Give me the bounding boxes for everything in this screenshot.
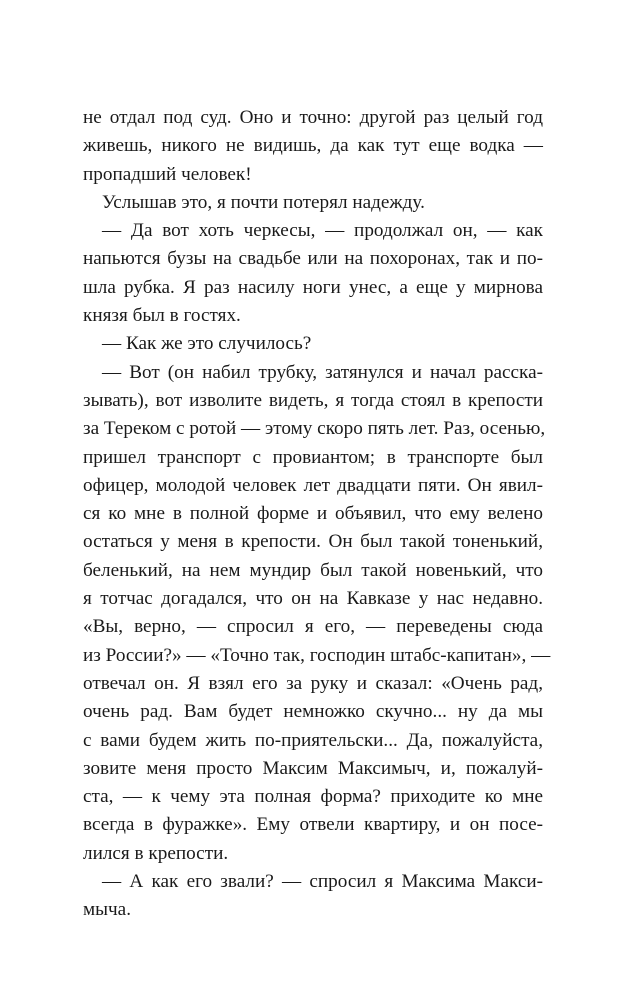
text-line: мыча. xyxy=(83,899,131,921)
text-line: очень рад. Вам будет немножко скучно... ну да мы xyxy=(83,701,543,723)
text-line: — А как его звали? — спросил я Максима Макси- xyxy=(102,871,543,893)
text-line: пришел транспорт с провиантом; в транспорте был xyxy=(83,446,543,468)
text-line: отвечал он. Я взял его за руку и сказал: «Очень рад, xyxy=(83,672,543,694)
text-line: всегда в фуражке». Ему отвели квартиру, и он посе- xyxy=(83,814,543,836)
body-text xyxy=(83,104,551,925)
text-line: пропадший человек! xyxy=(83,163,252,185)
text-line: — Как же это случилось? xyxy=(102,333,312,355)
text-line: — Вот (он набил трубку, затянулся и начал расска- xyxy=(102,361,543,383)
text-line: Услышав это, я почти потерял надежду. xyxy=(102,191,425,213)
text-line: зывать), вот изволите видеть, я тогда стоял в крепости xyxy=(83,389,543,411)
text-line: зовите меня просто Максим Максимыч, и, пожалуй- xyxy=(83,757,543,779)
text-line: ся ко мне в полной форме и объявил, что ему велено xyxy=(83,503,543,525)
text-line: напьются бузы на свадьбе или на похоронах, так и по- xyxy=(83,248,543,270)
text-line: офицер, молодой человек лет двадцати пяти. Он явил- xyxy=(83,474,543,496)
text-line: за Тереком с ротой — этому скоро пять лет. Раз, осенью, xyxy=(83,418,546,440)
text-line: шла рубка. Я раз насилу ноги унес, а еще у мирнова xyxy=(83,276,543,298)
text-line: — Да вот хоть черкесы, — продолжал он, — как xyxy=(102,220,543,242)
text-line: из России?» — «Точно так, господин штабс-капитан», — xyxy=(83,644,551,666)
text-line: беленький, на нем мундир был такой новенький, что xyxy=(83,559,543,581)
text-line: лился в крепости. xyxy=(83,842,229,864)
text-line: остаться у меня в крепости. Он был такой тоненький, xyxy=(83,531,543,553)
text-line: я тотчас догадался, что он на Кавказе у нас недавно. xyxy=(83,588,543,610)
text-line: с вами будем жить по-приятельски... Да, пожалуйста, xyxy=(83,729,543,751)
text-line: живешь, никого не видишь, да как тут еще водка — xyxy=(83,135,543,157)
text-line: «Вы, верно, — спросил я его, — переведены сюда xyxy=(83,616,543,638)
text-line: не отдал под суд. Оно и точно: другой раз целый год xyxy=(83,107,543,128)
text-line: ста, — к чему эта полная форма? приходите ко мне xyxy=(83,786,543,808)
text-line: князя был в гостях. xyxy=(83,305,241,327)
